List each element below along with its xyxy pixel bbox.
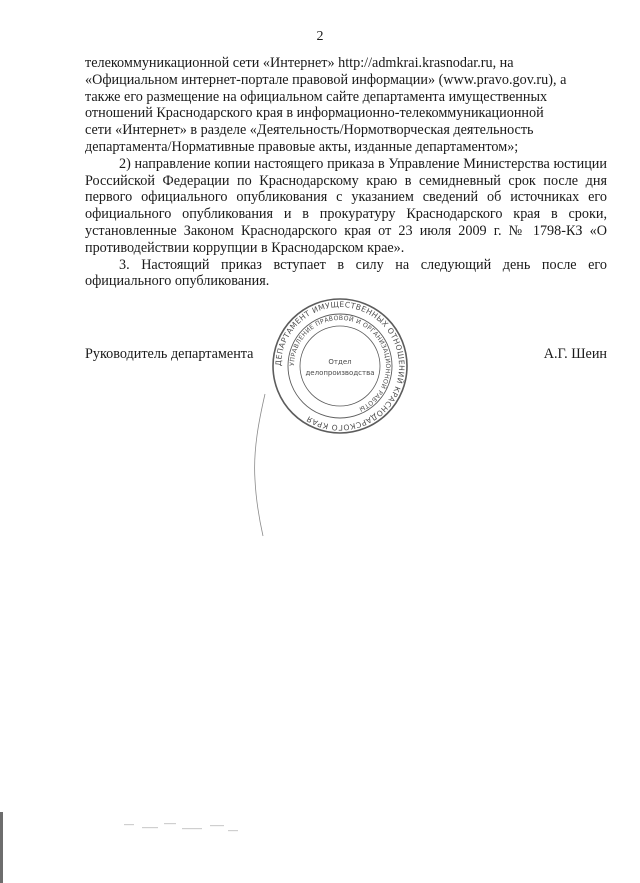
document-body: [85, 55, 607, 290]
signer-name: А.Г. Шеин: [543, 346, 607, 362]
scan-edge: [0, 812, 3, 883]
text-line: сети «Интернет» в разделе «Деятельность/Нормотворческая деятельность: [85, 122, 534, 139]
paragraph-2: 2) направление копии настоящего приказа в Управление Министерства юстиции Российской Федерации по Краснодарскому краю в семидневный срок после дня первого официального опубликования с указанием сведений об источниках его официального опубликования и в прокуратуру Краснодарского края в сроки, установленные Законом Краснодарского края от 23 июля 2009 г. № 1798-КЗ «О противодействии коррупции в Краснодарском крае».: [85, 155, 607, 256]
signer-title: Руководитель департамента: [85, 346, 254, 362]
scan-noise: [120, 818, 250, 838]
stamp-center-line-2: делопроизводства: [305, 369, 375, 377]
paragraph-3: 3. Настоящий приказ вступает в силу на следующий день после его официального опубликования.: [85, 256, 607, 290]
stamp-center-line-1: Отдел: [328, 358, 352, 366]
text-line: департамента/Нормативные правовые акты, изданные департаментом»;: [85, 138, 519, 155]
text-line: отношений Краснодарского края в информационно-телекоммуникационной: [85, 105, 544, 122]
official-stamp: [271, 297, 409, 435]
page-number: 2: [316, 29, 324, 44]
text-line: телекоммуникационной сети «Интернет» http://admkrai.krasnodar.ru, на: [85, 55, 514, 71]
text-line: «Официальном интернет-портале правовой информации» (www.pravo.gov.ru), а: [85, 71, 567, 88]
stamp-inner-text: УПРАВЛЕНИЕ ПРАВОВОЙ И ОРГАНИЗАЦИОННОЙ РАБОТЫ: [288, 314, 392, 413]
paragraph-1: [85, 55, 607, 156]
signature-mark: [245, 390, 285, 540]
text-line: также его размещение на официальном сайте департамента имущественных: [85, 88, 548, 105]
stamp-outer-text: ДЕПАРТАМЕНТ ИМУЩЕСТВЕННЫХ ОТНОШЕНИЙ КРАСНОДАРСКОГО КРАЯ: [273, 299, 407, 433]
